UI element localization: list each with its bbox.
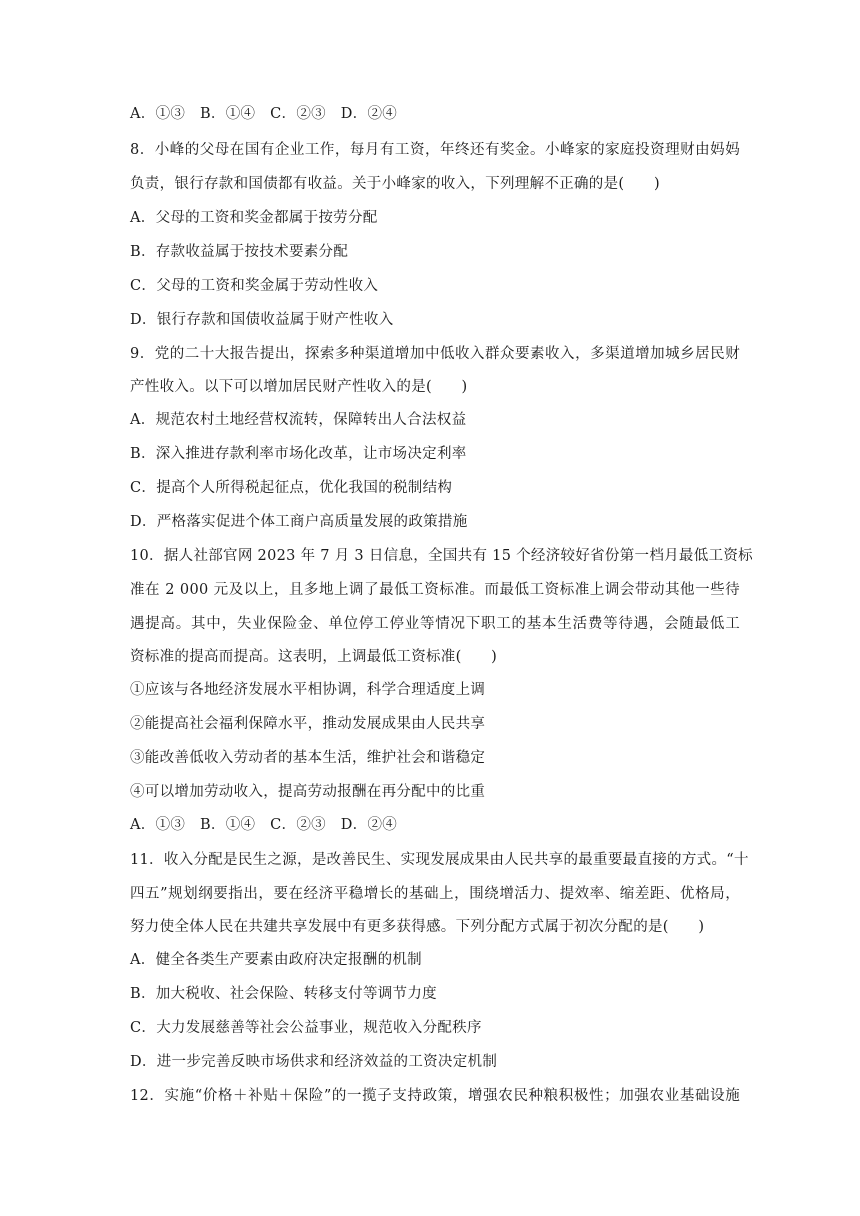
q8-option-a: A．父母的工资和奖金都属于按劳分配 [130, 210, 378, 226]
q11-stem-line-1: 11．收入分配是民生之源，是改善民生、实现发展成果由人民共享的最重要最直接的方式。“十 [130, 852, 749, 868]
q9-option-c: C．提高个人所得税起征点，优化我国的税制结构 [130, 480, 453, 496]
q10-statement-3: ③能改善低收入劳动者的基本生活，维护社会和谐稳定 [130, 750, 486, 766]
q11-option-d: D．进一步完善反映市场供求和经济效益的工资决定机制 [130, 1054, 498, 1070]
q11-stem-line-2: 四五”规划纲要指出，要在经济平稳增长的基础上，围绕增活力、提效率、缩差距、优格局， [130, 886, 740, 902]
q10-stem-line-3: 遇提高。其中，失业保险金、单位停工停业等情况下职工的基本生活费等待遇，会随最低工 [130, 616, 740, 632]
q10-statement-2: ②能提高社会福利保障水平，推动发展成果由人民共享 [130, 716, 486, 732]
q11-stem-line-3: 努力使全体人民在共建共享发展中有更多获得感。下列分配方式属于初次分配的是( ) [130, 919, 705, 935]
q8-option-c: C．父母的工资和奖金属于劳动性收入 [130, 278, 379, 294]
q9-option-a: A．规范农村土地经营权流转，保障转出人合法权益 [130, 412, 467, 428]
q7-options: A．①③ B．①④ C．②③ D．②④ [130, 106, 398, 122]
q11-option-b: B．加大税收、社会保险、转移支付等调节力度 [130, 986, 437, 1002]
q9-stem-line-2: 产性收入。以下可以增加居民财产性收入的是( ) [130, 379, 468, 395]
q10-options: A．①③ B．①④ C．②③ D．②④ [130, 817, 398, 833]
q10-stem-line-1: 10．据人社部官网 2023 年 7 月 3 日信息，全国共有 15 个经济较好省份第一档月最低工资标 [130, 548, 753, 564]
q11-option-a: A．健全各类生产要素由政府决定报酬的机制 [130, 952, 422, 968]
q10-statement-4: ④可以增加劳动收入，提高劳动报酬在再分配中的比重 [130, 784, 486, 800]
q9-stem-line-1: 9．党的二十大报告提出，探索多种渠道增加中低收入群众要素收入，多渠道增加城乡居民财 [130, 346, 740, 362]
q10-statement-1: ①应该与各地经济发展水平相协调，科学合理适度上调 [130, 682, 486, 698]
q9-option-d: D．严格落实促进个体工商户高质量发展的政策措施 [130, 514, 468, 530]
q8-stem-line-2: 负责，银行存款和国债都有收益。关于小峰家的收入，下列理解不正确的是( ) [130, 176, 660, 192]
q8-stem-line-1: 8．小峰的父母在国有企业工作，每月有工资，年终还有奖金。小峰家的家庭投资理财由妈妈 [130, 142, 740, 158]
q10-stem-line-4: 资标准的提高而提高。这表明，上调最低工资标准( ) [130, 649, 498, 665]
q9-option-b: B．深入推进存款利率市场化改革，让市场决定利率 [130, 446, 467, 462]
q11-option-c: C．大力发展慈善等社会公益事业，规范收入分配秩序 [130, 1020, 482, 1036]
q8-option-d: D．银行存款和国债收益属于财产性收入 [130, 312, 394, 328]
q12-stem-line-1: 12．实施“价格＋补贴＋保险”的一揽子支持政策，增强农民种粮积极性；加强农业基础设施 [130, 1088, 740, 1104]
q8-option-b: B．存款收益属于按技术要素分配 [130, 244, 349, 260]
q10-stem-line-2: 准在 2 000 元及以上，且多地上调了最低工资标准。而最低工资标准上调会带动其他一些待 [130, 582, 740, 598]
